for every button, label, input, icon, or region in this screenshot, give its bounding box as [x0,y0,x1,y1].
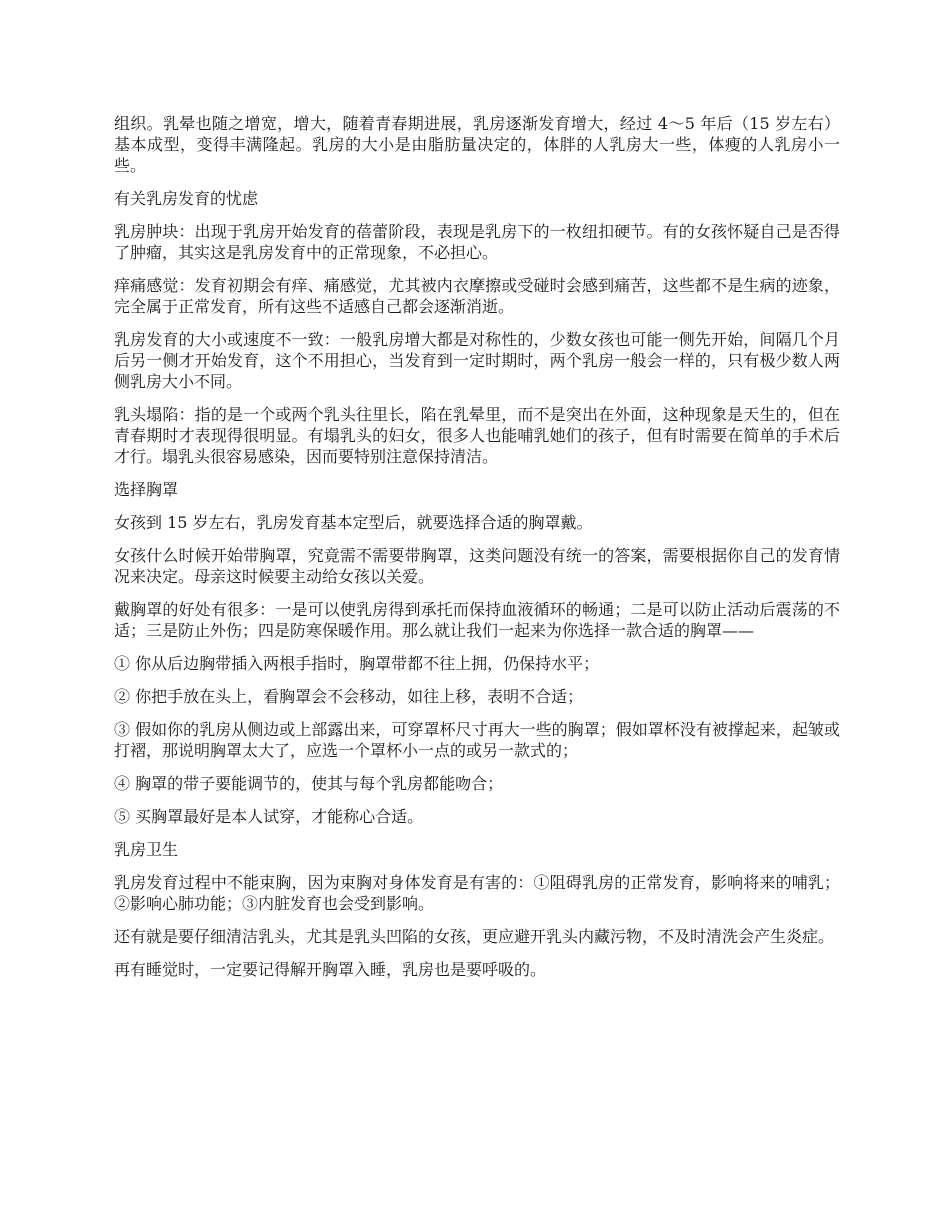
paragraph-lumps: 乳房肿块：出现于乳房开始发育的蓓蕾阶段，表现是乳房下的一枚纽扣硬节。有的女孩怀疑自己是否得了肿瘤，其实这是乳房发育中的正常现象，不必担心。 [114,222,840,262]
paragraph-no-binding: 乳房发育过程中不能束胸，因为束胸对身体发育是有害的：①阻碍乳房的正常发育，影响将来的哺乳；②影响心肺功能；③内脏发育也会受到影响。 [114,873,840,913]
paragraph-benefits: 戴胸罩的好处有很多：一是可以使乳房得到承托而保持血液循环的畅通；二是可以防止活动后震荡的不适；三是防止外伤；四是防寒保暖作用。那么就让我们一起来为你选择一款合适的胸罩—— [114,600,840,640]
paragraph-sleep: 再有睡觉时，一定要记得解开胸罩入睡，乳房也是要呼吸的。 [114,960,547,979]
list-item-1: ① 你从后边胸带插入两根手指时，胸罩带都不往上拥，仍保持水平； [114,654,600,673]
section-heading-concerns: 有关乳房发育的忧虑 [114,189,259,208]
list-item-4: ④ 胸罩的带子要能调节的，使其与每个乳房都能吻合； [114,774,504,793]
section-heading-choosing-bra: 选择胸罩 [114,480,179,499]
list-item-3: ③ 假如你的乳房从侧边或上部露出来，可穿罩杯尺寸再大一些的胸罩；假如罩杯没有被撑起来，起皱或打褶，那说明胸罩太大了，应选一个罩杯小一点的或另一款式的； [114,720,840,760]
list-item-5: ⑤ 买胸罩最好是本人试穿，才能称心合适。 [114,807,424,826]
document-page [114,113,840,992]
paragraph-inverted-nipple: 乳头塌陷：指的是一个或两个乳头往里长，陷在乳晕里，而不是突出在外面，这种现象是天生的，但在青春期时才表现得很明显。有塌乳头的妇女，很多人也能哺乳她们的孩子，但有时需要在简单的手术后才行。塌乳头很容易感染，因而要特别注意保持清洁。 [114,405,840,466]
paragraph-itch-pain: 痒痛感觉：发育初期会有痒、痛感觉，尤其被内衣摩擦或受碰时会感到痛苦，这些都不是生病的迹象，完全属于正常发育，所有这些不适感自己都会逐渐消逝。 [114,276,840,316]
paragraph-when-to-wear: 女孩什么时候开始带胸罩，究竟需不需要带胸罩，这类问题没有统一的答案，需要根据你自己的发育情况来决定。母亲这时候要主动给女孩以关爱。 [114,546,840,586]
paragraph-uneven-growth: 乳房发育的大小或速度不一致：一般乳房增大都是对称性的，少数女孩也可能一侧先开始，间隔几个月后另一侧才开始发育，这个不用担心，当发育到一定时期时，两个乳房一般会一样的，只有极少数人两侧乳房大小不同。 [114,330,840,391]
paragraph-intro-continuation: 组织。乳晕也随之增宽，增大，随着青春期进展，乳房逐渐发育增大，经过 4～5 年后（15 岁左右）基本成型，变得丰满隆起。乳房的大小是由脂肪量决定的，体胖的人乳房大一些，体瘦的人乳房小一些。 [114,114,840,175]
paragraph-age-15: 女孩到 15 岁左右，乳房发育基本定型后，就要选择合适的胸罩戴。 [114,513,593,532]
list-item-2: ② 你把手放在头上，看胸罩会不会移动，如往上移，表明不合适； [114,687,584,706]
paragraph-cleaning: 还有就是要仔细清洁乳头，尤其是乳头凹陷的女孩，更应避开乳头内藏污物，不及时清洗会产生炎症。 [114,927,835,946]
section-heading-hygiene: 乳房卫生 [114,840,179,859]
